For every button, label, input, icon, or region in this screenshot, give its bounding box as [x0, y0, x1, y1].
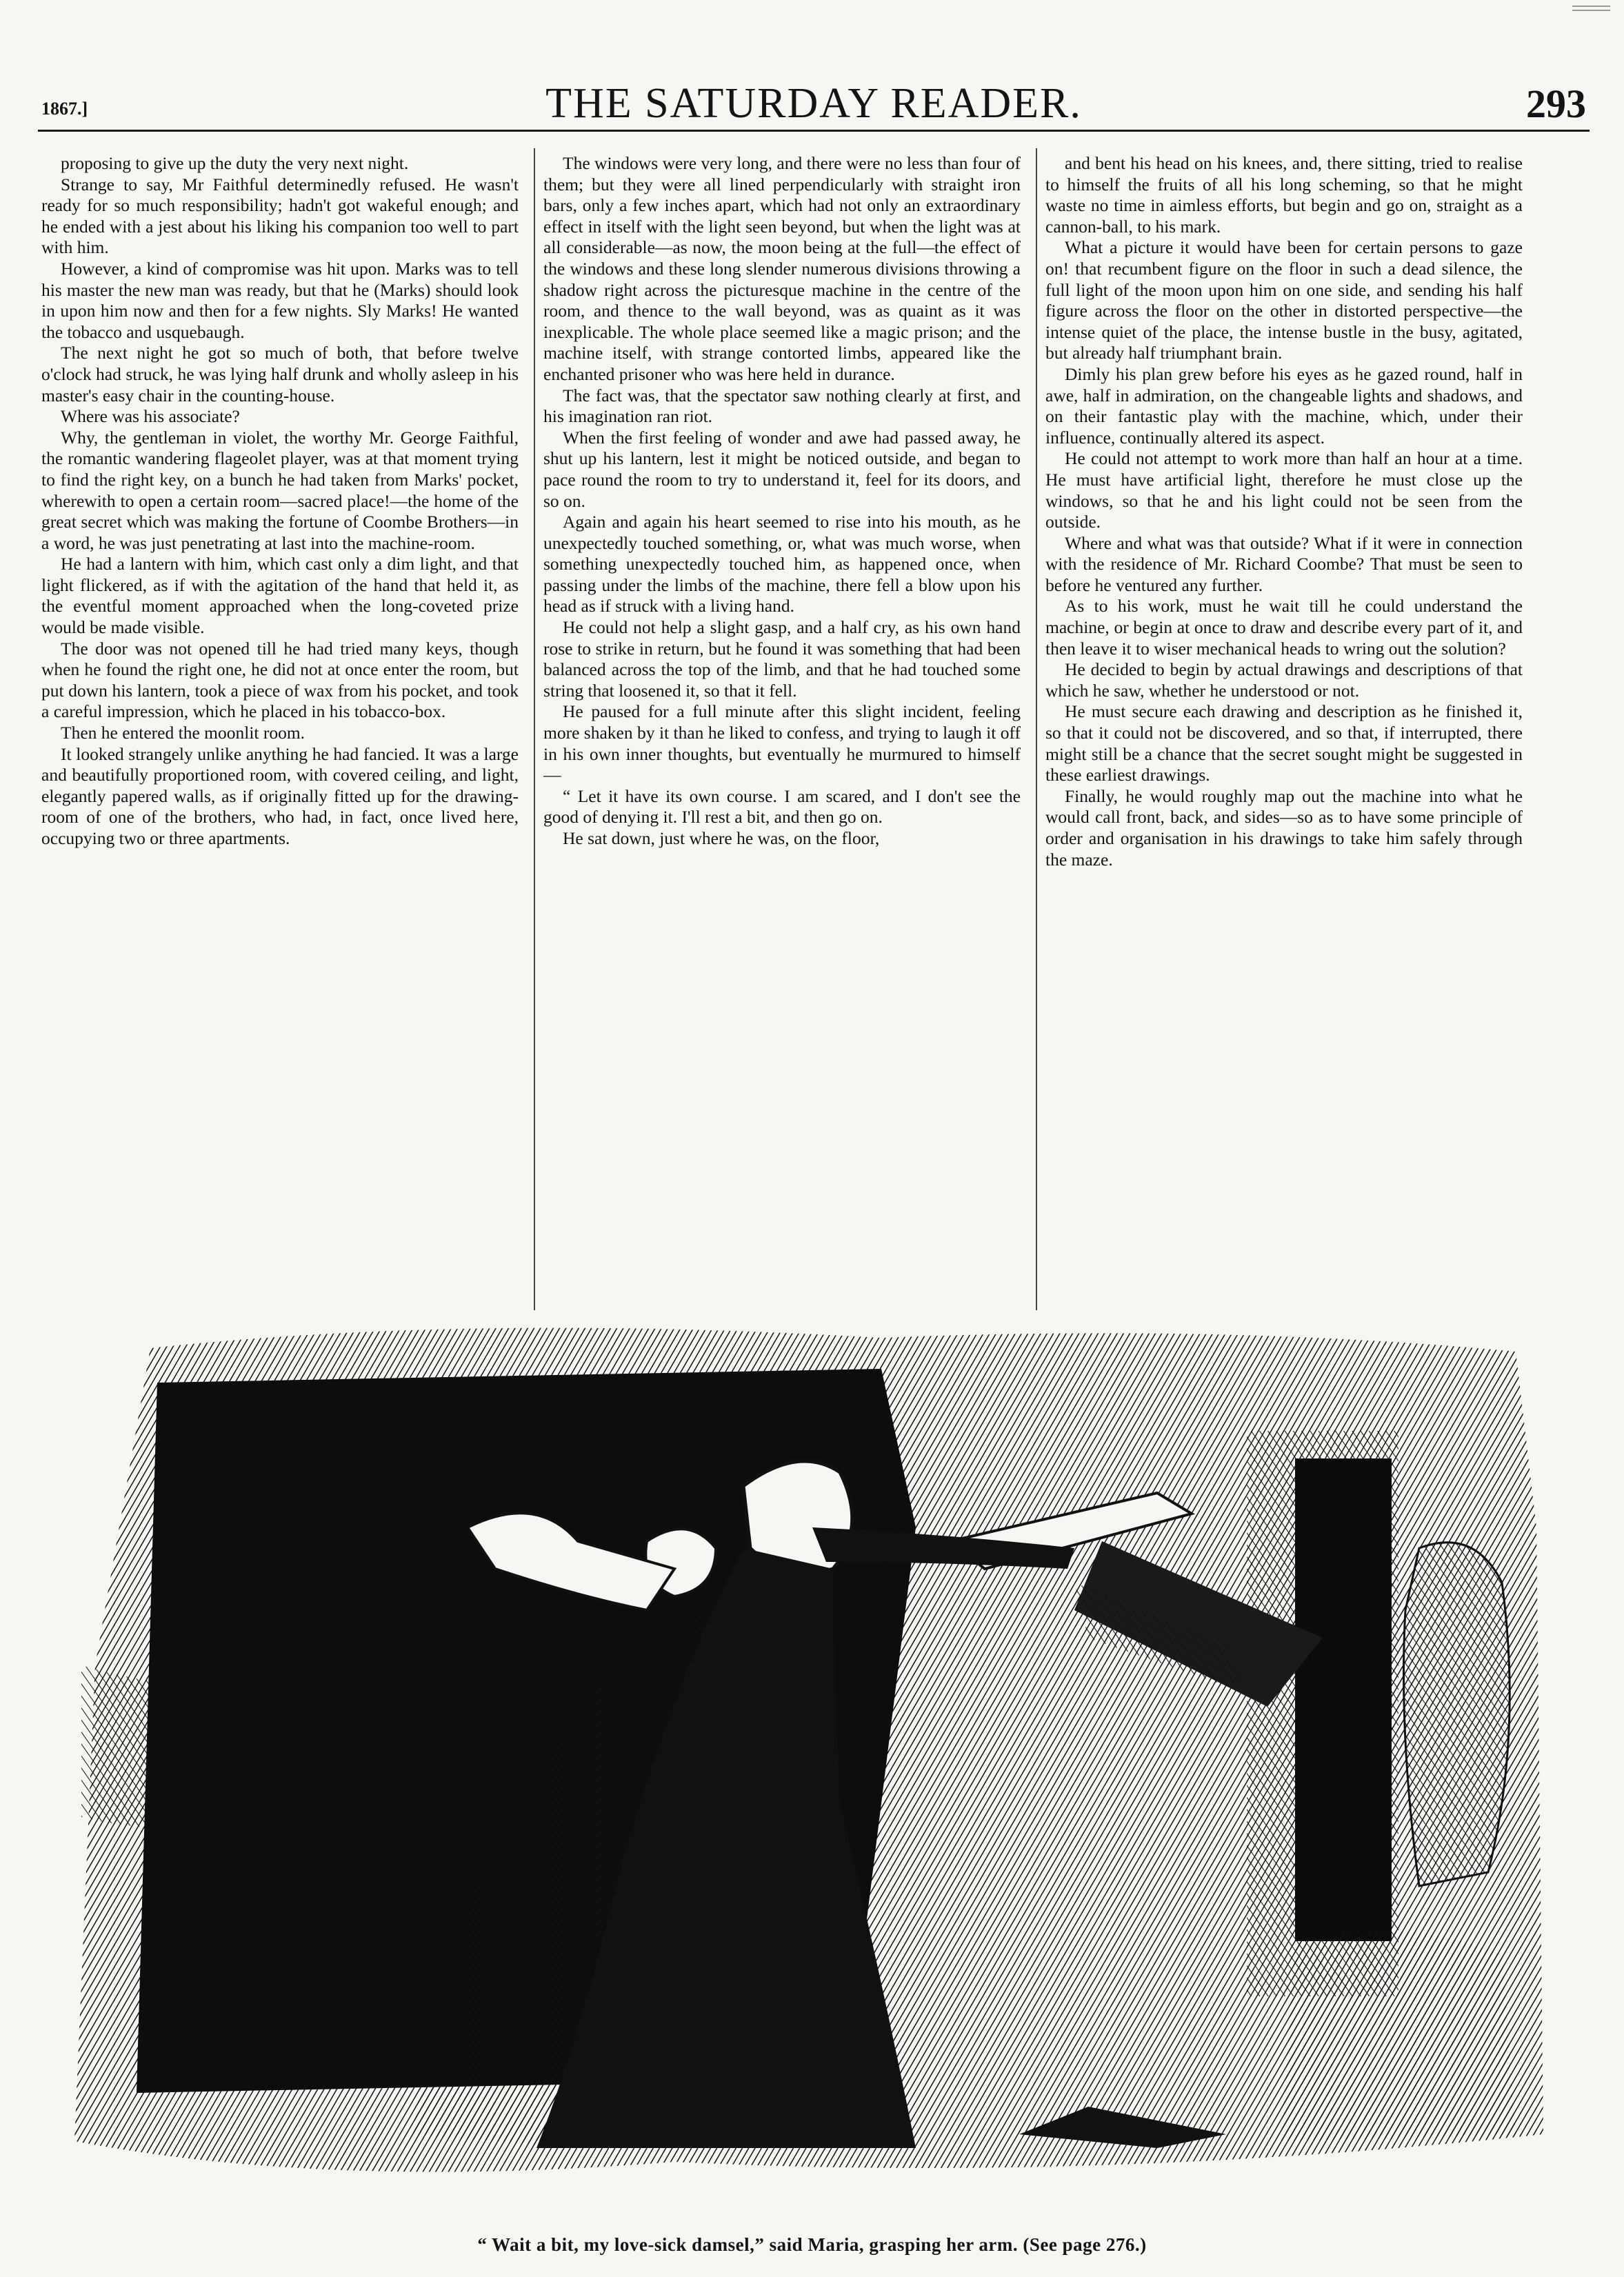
column-divider — [1036, 148, 1037, 1310]
paragraph: Finally, he would roughly map out the machine into what he would call front, back, and sides—so as to have some principle of order and organisation in his drawings to take him safely through the maze. — [1045, 785, 1523, 870]
paragraph: Then he entered the moonlit room. — [61, 723, 305, 743]
publication-title: THE SATURDAY READER. — [545, 80, 1082, 127]
paragraph: The next night he got so much of both, that before twelve o'clock had struck, he was lying half drunk and wholly asleep in his master's easy chair in the counting-house. — [41, 343, 519, 405]
paragraph: The fact was, that the spectator saw nothing clearly at first, and his imagination ran riot. — [543, 385, 1021, 427]
paragraph: He could not help a slight gasp, and a half cry, as his own hand rose to strike in return, but he found it was something that had been balanced across the top of the limb, and that he had touched some string that loosened it, so that it fell. — [543, 617, 1021, 701]
page-header — [41, 66, 1586, 127]
text-column-3 — [1045, 153, 1523, 1305]
paragraph: The windows were very long, and there were no less than four of them; but they were all lined perpendicularly with straight iron bars, only a few inches apart, which had not only an extraordinary effect in itself with the light seen beyond, but when the light was at all considerable—as now, the moon being at the full—the effect of the windows and these long slender numerous divisions throwing a shadow right across the picturesque machine in the centre of the room, and thence to the wall beyond, was as quaint as it was inexplicable. The whole place seemed like a magic prison; and the machine itself, with strange contorted limbs, appeared like the enchanted prisoner who was here held in durance. — [543, 153, 1021, 384]
paragraph: proposing to give up the duty the very next night. — [61, 153, 409, 173]
paragraph: and bent his head on his knees, and, there sitting, tried to realise to himself the fruits of all his long scheming, so that he might waste no time in aimless efforts, but begin and go on, straight as a cannon-ball, to his mark. — [1045, 153, 1523, 237]
header-rule — [38, 130, 1590, 132]
issue-date: 1867.] — [41, 99, 88, 119]
paragraph: Again and again his heart seemed to rise into his mouth, as he unexpectedly touched something, or, what was much worse, when something unexpectedly touched him, as happened once, when passing under the limbs of the machine, there fell a blow upon his head as if struck with a living hand. — [543, 512, 1021, 616]
paragraph: He must secure each drawing and description as he finished it, so that it could not be discovered, and so that, if interrupted, there might still be a chance that the secret sought might be suggested in these earliest drawings. — [1045, 701, 1523, 785]
paragraph: “ Let it have its own course. I am scared, and I don't see the good of denying it. I'll rest a bit, and then go on. — [543, 785, 1021, 827]
paragraph: He could not attempt to work more than half an hour at a time. He must have artificial light, therefore he must close up the windows, so that he and his light could not be seen from the outside. — [1045, 448, 1523, 532]
illustration-caption: “ Wait a bit, my love-sick damsel,” said Maria, grasping her arm. (See page 276.) — [477, 2234, 1147, 2255]
text-column-2 — [543, 153, 1021, 1305]
paragraph: What a picture it would have been for certain persons to gaze on! that recumbent figure on the floor in such a dead silence, the full light of the moon upon him on one side, and sending his half figure across the floor on the other in distorted perspective—the intense quiet of the place, the intense bustle in the busy, agitated, but already half triumphant brain. — [1045, 237, 1523, 363]
paragraph: Where and what was that outside? What if it were in connection with the residence of Mr. Richard Coombe? That must be seen to before he ventured any further. — [1045, 532, 1523, 595]
column-divider — [534, 148, 535, 1310]
paragraph: He decided to begin by actual drawings and descriptions of that which he saw, whether he understood or not. — [1045, 659, 1523, 701]
paragraph: He paused for a full minute after this slight incident, feeling more shaken by it than he liked to confess, and trying to laugh it off in his own inner thoughts, but eventually he murmured to himself— — [543, 701, 1021, 785]
corner-mark — [1572, 6, 1610, 11]
page-number: 293 — [1526, 81, 1586, 126]
paragraph: As to his work, must he wait till he could understand the machine, or begin at once to draw and describe every part of it, and then leave it to wiser mechanical heads to wring out the solution? — [1045, 596, 1523, 659]
paragraph: He had a lantern with him, which cast only a dim light, and that light flickered, as if with the agitation of the hand that held it, as the eventful moment approached when the long-coveted prize would be made visible. — [41, 554, 519, 638]
text-column-1 — [41, 153, 519, 1305]
paragraph: Strange to say, Mr Faithful determinedly refused. He wasn't ready for so much responsibility; hadn't got wakeful enough; and he ended with a jest about his liking his companion too well to part with him. — [41, 174, 519, 258]
paragraph: He sat down, just where he was, on the floor, — [563, 828, 880, 848]
paragraph: Dimly his plan grew before his eyes as he gazed round, half in awe, half in admiration, on the changeable lights and shadows, and on their fantastic play with the machine, which, under their influence, continually altered its aspect. — [1045, 363, 1523, 448]
paragraph: Why, the gentleman in violet, the worthy Mr. George Faithful, the romantic wandering flageolet player, was at that moment trying to find the right key, on a bunch he had taken from Marks' pocket, wherewith to open a certain room—sacred place!—the home of the great secret which was making the fortune of Coombe Brothers—in a word, he was just penetrating at last into the machine-room. — [41, 427, 519, 553]
paragraph: It looked strangely unlike anything he had fancied. It was a large and beautifully proportioned room, with covered ceiling, and light, elegantly papered walls, as if originally fitted up for the drawing-room of one of the brothers, who had, in fact, once lived here, occupying two or three apartments. — [41, 743, 519, 848]
engraving-drawing — [54, 1321, 1574, 2234]
paragraph: However, a kind of compromise was hit upon. Marks was to tell his master the new man was ready, but that he (Marks) should look in upon him now and then for a few nights. Sly Marks! He wanted the tobacco and usquebaugh. — [41, 258, 519, 342]
paragraph: The door was not opened till he had tried many keys, though when he found the right one, he did not at once enter the room, but put down his lantern, took a piece of wax from his pocket, and took a careful impression, which he placed in his tobacco-box. — [41, 638, 519, 722]
paragraph: Where was his associate? — [61, 406, 240, 427]
paragraph: When the first feeling of wonder and awe had passed away, he shut up his lantern, lest it might be noticed outside, and began to pace round the room to try to understand it, feel for its doors, and so on. — [543, 427, 1021, 511]
engraving-illustration — [54, 1321, 1574, 2234]
